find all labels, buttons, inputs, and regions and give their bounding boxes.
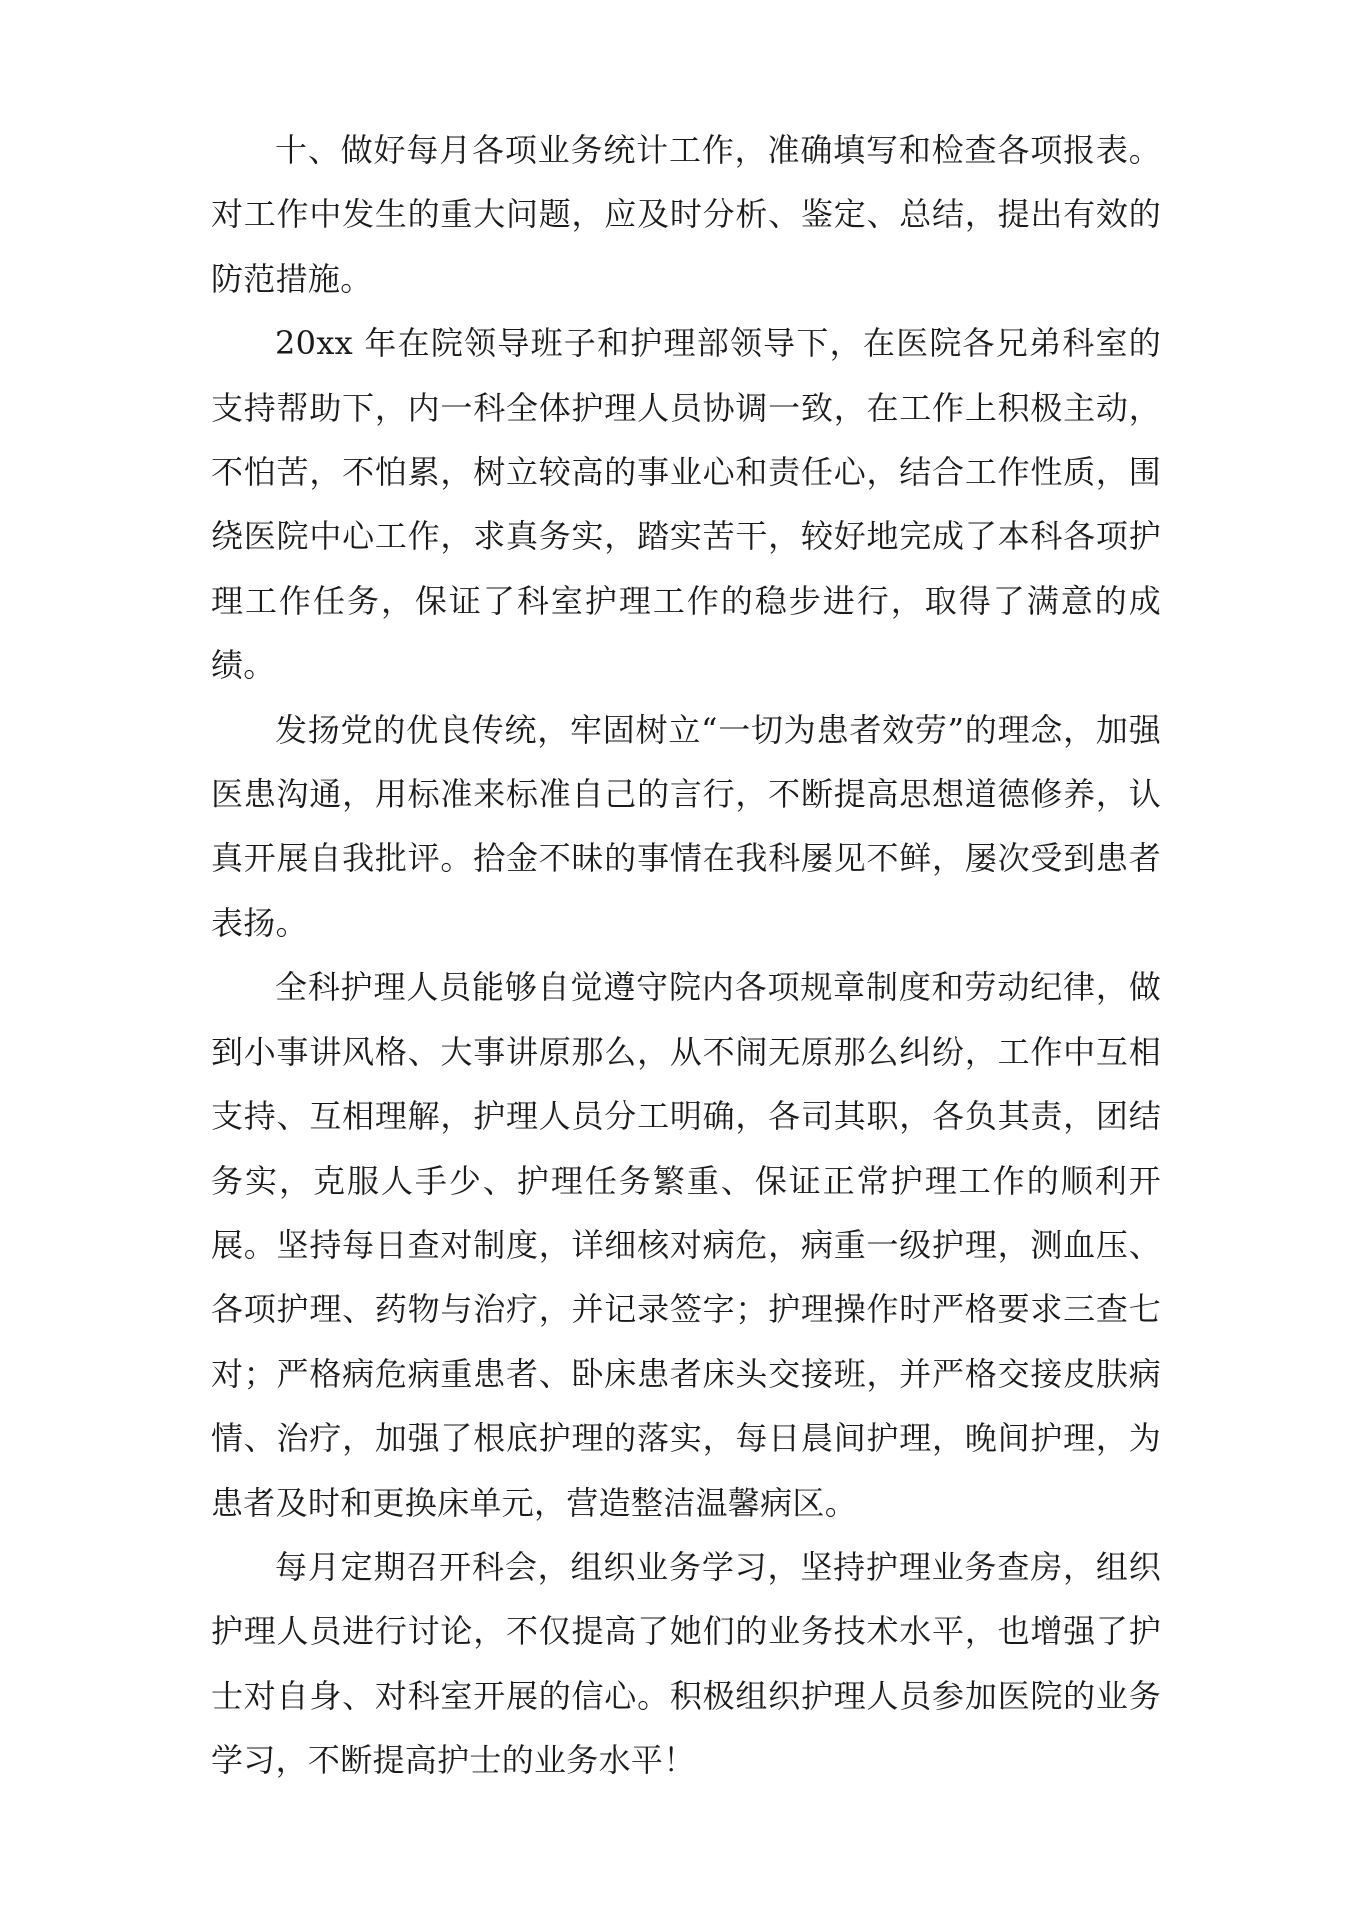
paragraph-1: 十、做好每月各项业务统计工作，准确填写和检查各项报表。对工作中发生的重大问题，应及时分析、鉴定、总结，提出有效的防范措施。 [211, 131, 1161, 298]
paragraph-2: 20xx 年在院领导班子和护理部领导下，在医院各兄弟科室的支持帮助下，内一科全体护理人员协调一致，在工作上积极主动，不怕苦，不怕累，树立较高的事业心和责任心，结合工作性质，围绕医院中心工作，求真务实，踏实苦干，较好地完成了本科各项护理工作任务，保证了科室护理工作的稳步进行，取得了满意的成绩。 [211, 324, 1161, 685]
paragraph-4: 全科护理人员能够自觉遵守院内各项规章制度和劳动纪律，做到小事讲风格、大事讲原那么，从不闹无原那么纠纷，工作中互相支持、互相理解，护理人员分工明确，各司其职，各负其责，团结务实，克服人手少、护理任务繁重、保证正常护理工作的顺利开展。坚持每日查对制度，详细核对病危，病重一级护理，测血压、各项护理、药物与治疗，并记录签字；护理操作时严格要求三查七对；严格病危病重患者、卧床患者床头交接班，并严格交接皮肤病情、治疗，加强了根底护理的落实，每日晨间护理，晚间护理，为患者及时和更换床单元，营造整洁温馨病区。 [211, 968, 1161, 1522]
paragraph-5: 每月定期召开科会，组织业务学习，坚持护理业务查房，组织护理人员进行讨论，不仅提高了她们的业务技术水平，也增强了护士对自身、对科室开展的信心。积极组织护理人员参加医院的业务学习，不断提高护士的业务水平！ [211, 1547, 1161, 1780]
paragraph-3: 发扬党的优良传统，牢固树立“一切为患者效劳”的理念，加强医患沟通，用标准来标准自己的言行，不断提高思想道德修养，认真开展自我批评。拾金不昧的事情在我科屡见不鲜，屡次受到患者表扬。 [211, 710, 1161, 942]
document-body [211, 118, 1161, 1793]
